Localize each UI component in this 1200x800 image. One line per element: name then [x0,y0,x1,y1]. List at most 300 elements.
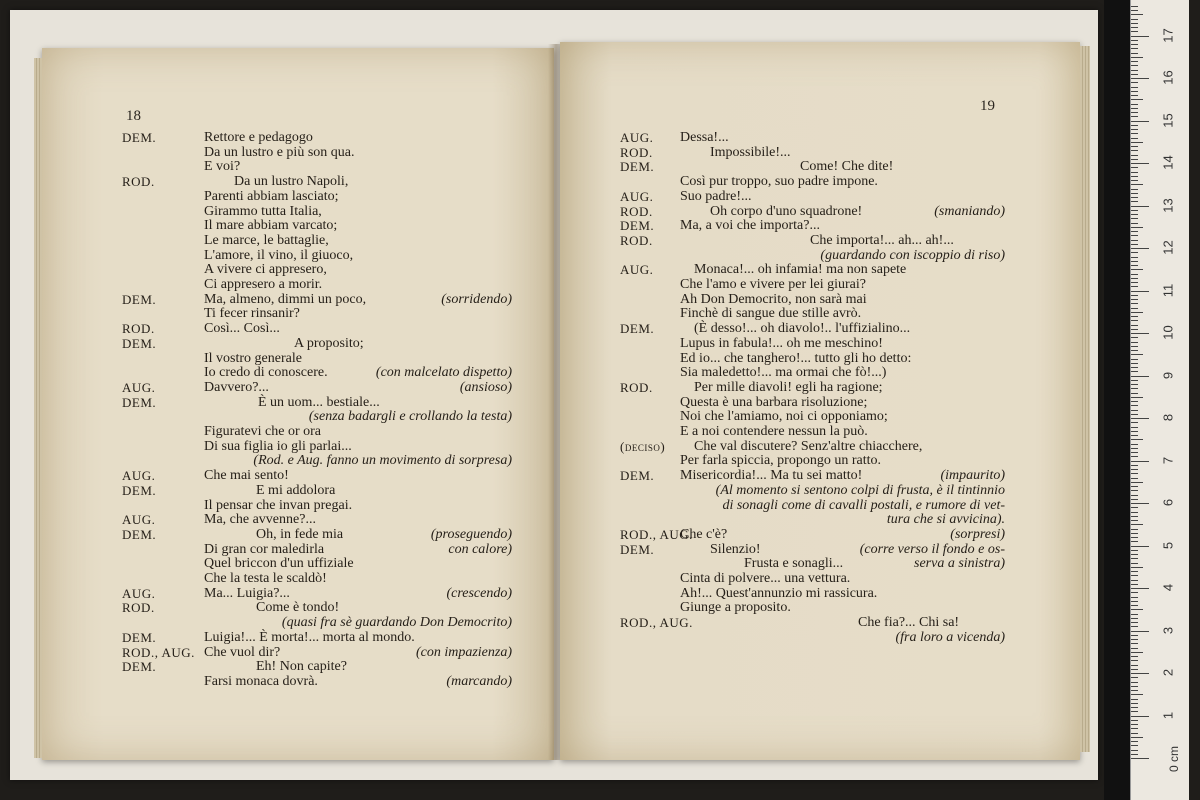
dialogue-text: Ah!... Quest'annunzio mi rassicura. [680,585,878,601]
ruler-tick [1131,376,1149,377]
ruler-number: 6 [1160,498,1176,507]
ruler-tick [1131,478,1138,479]
ruler-tick [1131,286,1138,287]
verse-line [620,571,1005,586]
ruler-tick [1131,10,1138,11]
ruler-tick [1131,410,1138,411]
dialogue-text: Il pensar che invan pregai. [204,497,353,513]
ruler-tick [1131,87,1138,88]
dialogue-text: Impossibile!... [710,144,791,160]
ruler-tick [1131,690,1138,691]
ruler-tick [1131,78,1149,79]
dialogue-text: L'amore, il vino, il giuoco, [204,247,354,263]
speaker-name: ROD., AUG. [620,526,693,542]
dialogue-text: Noi che l'amiamo, noi ci opponiamo; [680,409,888,425]
ruler-tick [1131,716,1149,717]
ruler-tick [1131,65,1138,66]
ruler-tick [1131,121,1149,122]
ruler-tick [1131,82,1138,83]
ruler-number: 13 [1160,197,1176,213]
dialogue-text: Da un lustro Napoli, [234,174,349,190]
ruler-tick [1131,223,1138,224]
stage-direction: (smaniando) [934,203,1005,219]
ruler-tick [1131,507,1138,508]
stage-direction: (marcando) [446,673,512,689]
ruler-tick [1131,452,1138,453]
verse-line [620,498,1005,513]
ruler-tick [1131,473,1138,474]
dialogue-text: Quel briccon d'un uffiziale [204,556,354,572]
stage-direction: (senza badargli e crollando la testa) [308,409,512,425]
dialogue-text: Io credo di conoscere. [204,365,328,381]
dialogue-text: Così pur troppo, suo padre impone. [680,174,878,190]
speaker-name: DEM. [122,526,157,542]
dark-backdrop-strip [1104,0,1130,800]
verse-line [620,262,1005,277]
ruler-tick [1131,19,1138,20]
ruler-tick [1131,252,1138,253]
speaker-name: ROD. [620,379,653,395]
dialogue-text: Silenzio! [710,541,761,557]
ruler-number: 8 [1160,413,1176,422]
verse-line [620,600,1005,615]
ruler-tick [1131,133,1138,134]
verse-line [620,277,1005,292]
ruler-tick [1131,159,1138,160]
stage-direction: (crescendo) [446,585,512,601]
verse-line [122,306,512,321]
ruler-tick [1131,643,1138,644]
dialogue-text: Rettore e pedagogo [204,130,313,145]
verse-line [122,380,512,395]
ruler-number: 9 [1160,371,1176,379]
ruler-tick [1131,189,1138,190]
ruler-tick [1131,291,1149,292]
dialogue-text: Per farla spiccia, propongo un ratto. [680,453,881,469]
ruler-tick [1131,138,1138,139]
speaker-name: ROD. [620,203,653,219]
ruler-tick [1131,648,1138,649]
speaker-name: DEM. [122,629,157,645]
ruler-tick [1131,686,1138,687]
ruler-number: 16 [1160,70,1176,85]
verse-line [122,395,512,410]
verse-line [122,130,512,145]
speaker-name: ROD., AUG. [620,615,693,631]
ruler-tick [1131,95,1138,96]
ruler-tick [1131,150,1138,151]
ruler-tick [1131,580,1138,581]
dialogue-text: Ci appresero a morir. [204,277,323,292]
ruler-number: 17 [1160,27,1176,43]
dialogue-text: Figuratevi che or ora [204,424,322,439]
ruler-tick [1131,635,1138,636]
verse-line [122,277,512,292]
ruler-tick [1131,388,1138,389]
stage-direction: (Rod. e Aug. fanno un movimento di sorpresa) [253,453,512,469]
verse-line [122,498,512,513]
ruler-tick [1131,116,1138,117]
ruler-tick [1131,214,1138,215]
ruler-tick [1131,588,1149,589]
ruler-tick [1131,609,1143,610]
right-page-number: 19 [980,98,995,114]
verse-line [620,483,1005,498]
speaker-name: AUG. [620,188,654,204]
verse-line [122,174,512,189]
ruler-tick [1131,614,1138,615]
ruler-tick [1131,750,1138,751]
dialogue-text: Che vuol dir? [204,644,281,660]
ruler-tick [1131,601,1138,602]
ruler-tick [1131,422,1138,423]
ruler-tick [1131,490,1138,491]
ruler-tick [1131,533,1138,534]
stage-direction: (con malcelato dispetto) [375,365,512,381]
ruler-tick [1131,541,1138,542]
verse-line [122,218,512,233]
speaker-name: AUG. [122,468,156,484]
speaker-name: ROD. [122,600,155,616]
right-page [560,42,1080,760]
dialogue-text: Oh, in fede mia [256,526,344,542]
verse-line [620,321,1005,336]
ruler-tick [1131,699,1138,700]
ruler-tick [1131,669,1138,670]
dialogue-text: Giunge a proposito. [680,600,791,616]
dialogue-text: E mi addolora [256,482,336,498]
ruler-tick [1131,269,1143,270]
ruler-number: 7 [1160,456,1176,464]
dialogue-text: Di gran cor maledirla [204,541,325,557]
ruler-tick [1131,176,1138,177]
verse-line [122,248,512,263]
ruler-tick [1131,720,1138,721]
ruler-tick [1131,244,1138,245]
speaker-name: DEM. [620,541,655,557]
ruler-tick [1131,677,1138,678]
ruler-tick [1131,639,1138,640]
dialogue-text: Misericordia!... Ma tu sei matto! [680,468,863,484]
ruler-tick [1131,104,1138,105]
ruler-tick [1131,299,1138,300]
ruler-unit-label: 0 cm [1167,745,1182,773]
verse-line [122,453,512,468]
speaker-name: DEM. [122,394,157,410]
ruler-tick [1131,248,1149,249]
stage-direction: (proseguendo) [430,526,512,542]
verse-line [620,630,1005,645]
ruler-tick [1131,197,1138,198]
ruler-tick [1131,516,1138,517]
ruler-tick [1131,320,1138,321]
dialogue-text: Farsi monaca dovrà. [204,673,318,689]
ruler-number: 1 [1160,711,1176,719]
ruler-tick [1131,673,1149,674]
verse-line [620,512,1005,527]
verse-line [620,468,1005,483]
ruler-tick [1131,325,1138,326]
ruler-tick [1131,371,1138,372]
ruler-number: 14 [1160,155,1176,170]
verse-line [122,321,512,336]
ruler-tick [1131,393,1138,394]
speaker-name: AUG. [620,262,654,278]
dialogue-text: Che l'amo e vivere per lei giurai? [680,277,866,292]
verse-line [620,174,1005,189]
ruler-tick [1131,758,1149,759]
verse-line [122,233,512,248]
ruler-tick [1131,694,1143,695]
ruler-number: 4 [1160,583,1176,592]
verse-line [122,424,512,439]
verse-line [620,189,1005,204]
ruler-tick [1131,618,1138,619]
dialogue-text: Come è tondo! [256,600,340,616]
speaker-name: DEM. [122,130,157,145]
stage-direction: (fra loro a vicenda) [895,629,1005,645]
ruler-number: 12 [1160,240,1176,255]
ruler-tick [1131,711,1138,712]
ruler-tick [1131,469,1138,470]
ruler-tick [1131,23,1138,24]
dialogue-text: Parenti abbiam lasciato; [204,188,339,204]
ruler-tick [1131,74,1138,75]
speaker-name: (deciso) [620,438,666,454]
dialogue-text: Ed io... che tanghero!... tutto gli ho detto: [680,350,912,366]
verse-line [122,556,512,571]
ruler-tick [1131,724,1138,725]
ruler-tick [1131,529,1138,530]
verse-line [122,615,512,630]
ruler-tick [1131,31,1138,32]
ruler-tick [1131,146,1138,147]
ruler-number: 2 [1160,668,1176,677]
verse-line [122,159,512,174]
ruler-tick [1131,626,1138,627]
dialogue-text: Suo padre!... [680,188,752,204]
ruler-tick [1131,163,1149,164]
ruler-tick [1131,703,1138,704]
ruler-tick [1131,435,1138,436]
stage-direction: di sonagli come di cavalli postali, e rumore di vet- [722,497,1005,513]
dialogue-text: Questa è una barbara risoluzione; [680,394,868,410]
ruler-tick [1131,70,1138,71]
verse-line [122,571,512,586]
ruler-tick [1131,354,1143,355]
ruler-tick [1131,184,1143,185]
dialogue-text: Frusta e sonagli... [744,556,844,572]
ruler-tick [1131,495,1138,496]
ruler-tick [1131,218,1138,219]
verse-line [620,336,1005,351]
ruler-tick [1131,418,1149,419]
ruler-tick [1131,112,1138,113]
verse-line [620,395,1005,410]
dialogue-text: Le marce, le battaglie, [204,232,329,248]
ruler-tick [1131,546,1149,547]
ruler-tick [1131,397,1143,398]
verse-line [620,306,1005,321]
stage-direction: (sorpresi) [950,526,1005,542]
verse-line [122,189,512,204]
ruler-tick [1131,274,1138,275]
verse-line [122,600,512,615]
ruler-tick [1131,656,1138,657]
ruler-tick [1131,142,1143,143]
dialogue-text: Girammo tutta Italia, [204,203,322,219]
ruler-tick [1131,384,1138,385]
ruler-tick [1131,597,1138,598]
verse-line [620,424,1005,439]
dialogue-text: Così... Così... [204,321,280,337]
verse-line [122,645,512,660]
dialogue-text: Ma, a voi che importa?... [680,218,820,234]
ruler-tick [1131,57,1143,58]
ruler-tick [1131,359,1138,360]
dialogue-text: Di sua figlia io gli parlai... [204,438,352,454]
ruler-tick [1131,660,1138,661]
ruler-tick [1131,461,1149,462]
verse-line [122,527,512,542]
verse-line [122,659,512,674]
speaker-name: AUG. [122,585,156,601]
ruler-tick [1131,682,1138,683]
ruler-tick [1131,575,1138,576]
ruler-tick [1131,444,1138,445]
verse-line [620,380,1005,395]
stage-direction: (impaurito) [940,468,1005,484]
ruler-tick [1131,14,1143,15]
dialogue-text: Dessa!... [680,130,729,145]
verse-line [620,218,1005,233]
stage-direction: tura che si avvicina). [886,512,1005,528]
speaker-name: ROD. [122,321,155,337]
ruler-tick [1131,554,1138,555]
ruler-tick [1131,431,1138,432]
ruler-tick [1131,503,1149,504]
verse-line [620,145,1005,160]
left-page-number: 18 [126,108,141,124]
ruler-tick [1131,367,1138,368]
speaker-name: DEM. [620,321,655,337]
ruler-number: 15 [1160,112,1176,128]
verse-line [122,262,512,277]
speaker-name: AUG. [620,130,654,145]
ruler-tick [1131,40,1138,41]
ruler-tick [1131,558,1138,559]
ruler-tick [1131,329,1138,330]
ruler-tick [1131,448,1138,449]
dialogue-text: Davvero?... [204,379,269,395]
stage-direction: serva a sinistra) [914,556,1005,572]
speaker-name: ROD. [620,144,653,160]
stage-direction: (Al momento si sentono colpi di frusta, è il tintinnio [715,482,1005,498]
dialogue-text: È un uom... bestiale... [258,394,380,410]
verse-line [122,439,512,454]
dialogue-text: (È desso!... oh diavolo!.. l'uffizialino... [694,321,911,337]
dialogue-text: Oh corpo d'uno squadrone! [710,203,863,219]
verse-line [122,292,512,307]
ruler-tick [1131,512,1138,513]
dialogue-text: E voi? [204,159,241,175]
ruler-tick [1131,401,1138,402]
verse-line [122,674,512,689]
ruler-tick [1131,180,1138,181]
speaker-name: ROD. [620,232,653,248]
verse-line [620,204,1005,219]
ruler-tick [1131,754,1138,755]
verse-line [122,145,512,160]
verse-line [620,233,1005,248]
speaker-name: DEM. [620,159,655,175]
ruler-tick [1131,210,1138,211]
ruler-tick [1131,728,1138,729]
dialogue-text: Che fia?... Chi sa! [858,615,960,631]
ruler-tick [1131,227,1143,228]
dialogue-text: A proposito; [294,335,364,351]
verse-line [620,365,1005,380]
stage-direction: (corre verso il fondo e os- [859,541,1005,557]
ruler-tick [1131,741,1138,742]
speaker-name: DEM. [122,291,157,307]
ruler-tick [1131,439,1143,440]
ruler-tick [1131,206,1149,207]
ruler-tick [1131,235,1138,236]
dialogue-text: Ti fecer rinsanir? [204,306,300,322]
ruler-tick [1131,125,1138,126]
ruler-tick [1131,231,1138,232]
stage-direction: (sorridendo) [441,291,512,307]
ruler-number: 10 [1160,325,1176,340]
ruler-tick [1131,380,1138,381]
stage-direction: (guardando con iscoppio di riso) [820,247,1005,263]
stage-direction: (con impazienza) [415,644,512,660]
ruler-tick [1131,346,1138,347]
ruler-tick [1131,193,1138,194]
verse-line [122,365,512,380]
dialogue-text: Che la testa le scaldò! [204,571,327,586]
ruler-tick [1131,155,1138,156]
stage-direction: (quasi fra sè guardando Don Democrito) [281,615,512,631]
ruler-tick [1131,414,1138,415]
ruler-tick [1131,350,1138,351]
ruler-tick [1131,282,1138,283]
verse-line [122,409,512,424]
speaker-name: AUG. [122,512,156,528]
ruler-tick [1131,312,1143,313]
dialogue-text: Il vostro generale [204,350,302,366]
ruler-tick [1131,524,1143,525]
verse-line [122,542,512,557]
ruler-tick [1131,257,1138,258]
dialogue-text: Cinta di polvere... una vettura. [680,571,851,586]
ruler-tick [1131,363,1138,364]
verse-line [620,439,1005,454]
ruler-tick [1131,592,1138,593]
dialogue-text: E a noi contendere nessun la può. [680,424,868,439]
verse-line [620,556,1005,571]
ruler-tick [1131,308,1138,309]
dialogue-text: Monaca!... oh infamia! ma non sapete [694,262,907,278]
dialogue-text: Che val discutere? Senz'altre chiacchere, [694,438,923,454]
ruler-tick [1131,465,1138,466]
verse-line [620,453,1005,468]
ruler-tick [1131,745,1138,746]
ruler-tick [1131,265,1138,266]
stage-direction: con calore) [448,541,512,557]
ruler-tick [1131,567,1143,568]
